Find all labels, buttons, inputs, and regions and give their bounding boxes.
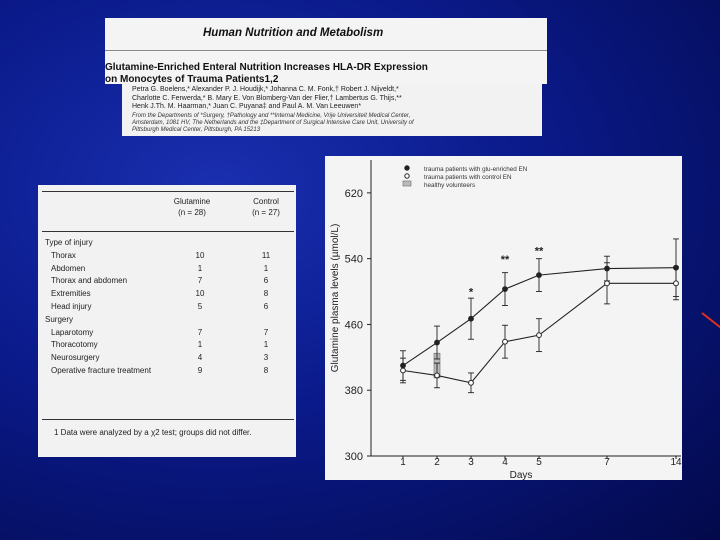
x-tick-label: 5 [536,457,542,468]
table-row-label: Abdomen [51,263,86,273]
table-cell-control: 8 [263,365,269,375]
table-cell-control: 3 [263,352,269,362]
y-tick-label: 540 [344,253,363,266]
table-cell-glutamine: 1 [197,340,203,350]
data-point-control [605,281,610,286]
table-row-label: Thorax [51,251,76,260]
data-point-control [503,339,508,344]
table-row-label: Head injury [51,301,92,311]
glutamine-chart [325,156,682,480]
table-cell-control: 1 [263,340,269,350]
table-row-label: Extremities [51,289,91,299]
authors-image [122,84,542,136]
legend-marker-control [405,174,409,178]
data-point-glutamine [469,316,474,321]
table-row-label: Neurosurgery [51,352,100,362]
affiliation-line: Pittsburgh Medical Center, Pittsburgh, PA 15213 [132,127,261,133]
table-top-rule [42,191,294,192]
data-point-glutamine [537,273,542,278]
table-cell-control: 6 [263,301,269,311]
x-tick-label: 7 [604,457,610,468]
col-header-control: Control [253,197,279,206]
table-section-title: Type of injury [45,238,93,247]
affiliation-line: From the Departments of *Surgery, †Pathology and **Internal Medicine, Vrije Universiteit Medical Center, [132,113,411,119]
x-tick-label: 4 [502,457,508,468]
table-cell-glutamine: 10 [195,289,205,299]
x-tick-label: 2 [434,457,440,468]
authors-line: Petra G. Boelens,* Alexander P. J. Houdijk,* Johanna C. M. Fonk,† Robert J. Nijveldt,* [132,86,399,93]
journal-name: Human Nutrition and Metabolism [203,27,384,39]
data-point-control [674,281,679,286]
y-tick-label: 380 [344,385,363,398]
data-point-glutamine [503,287,508,292]
table-cell-glutamine: 4 [197,352,203,362]
table-cell-control: 8 [263,289,269,299]
significance-marker: ** [534,245,544,258]
table-bottom-rule [42,419,294,420]
table-row-label: Thorax and abdomen [51,276,128,286]
y-tick-label: 620 [344,187,363,200]
table-cell-glutamine: 10 [195,251,205,260]
article-header-image [105,18,547,84]
legend-marker-glutamine [405,166,409,170]
col-header-control-n: (n = 27) [252,208,280,217]
x-tick-label: 1 [400,457,406,468]
table-cell-glutamine: 7 [197,327,203,337]
injury-table-image [38,185,296,457]
y-tick-label: 460 [344,319,363,332]
article-title-line: on Monocytes of Trauma Patients1,2 [105,74,279,84]
legend-label: healthy volunteers [424,182,476,189]
series-glutamine-line [403,268,676,366]
table-footnote: 1 Data were analyzed by a χ2 test; groups did not differ. [54,428,252,437]
affiliation-line: Amsterdam, 1081 HV, The Netherlands and the ‡Department of Surgical Intensive Care Unit, University of [132,120,414,126]
x-tick-label: 14 [670,457,682,468]
data-point-control [537,333,542,338]
affiliations [132,113,414,134]
journal-banner [105,18,547,51]
y-tick-label: 300 [344,451,363,463]
table-cell-control: 7 [263,327,269,337]
col-header-glutamine: Glutamine [173,197,211,206]
table-row-label: Operative fracture treatment [51,365,152,375]
table-cell-glutamine: 5 [197,301,203,311]
authors-line: Charlotte C. Ferwerda,* B. Mary E. Von Blomberg-Van der Flier,† Lambertus G. Thijs,** [132,94,402,102]
table-cell-control: 1 [263,263,269,273]
table-cell-glutamine: 9 [197,365,203,375]
x-axis-title: Days [509,470,533,480]
glutamine-chart-panel [325,156,682,480]
table-row-label: Thoracotomy [51,340,98,350]
table-cell-control: 6 [263,276,269,286]
table-cell-glutamine: 7 [197,276,203,286]
legend-label: trauma patients with glu-enriched EN [424,166,528,173]
x-tick-label: 3 [468,457,474,468]
legend-label: trauma patients with control EN [424,174,512,181]
decorative-line [701,312,720,330]
legend-marker-healthy [403,181,411,186]
data-point-control [401,368,406,373]
table-header-rule [42,231,294,232]
article-title-line: Glutamine-Enriched Enteral Nutrition Increases HLA-DR Expression [105,62,428,73]
authors-line: Henk J.Th. M. Haarman,* Juan C. Puyana‡ and Paul A. M. Van Leeuwen* [132,103,362,110]
data-point-glutamine [435,340,440,345]
data-point-control [469,380,474,385]
col-header-glutamine-n: (n = 28) [178,208,206,217]
table-cell-glutamine: 1 [197,263,203,273]
data-point-control [435,373,440,378]
article-title [105,62,428,84]
table-section-title: Surgery [45,314,74,324]
y-axis-title: Glutamine plasma levels (µmol/L) [330,223,341,373]
table-cell-control: 11 [261,251,271,260]
table-row-label: Laparotomy [51,327,94,337]
authors-list [132,86,402,112]
significance-marker: ** [500,253,510,266]
significance-marker: * [468,286,474,299]
